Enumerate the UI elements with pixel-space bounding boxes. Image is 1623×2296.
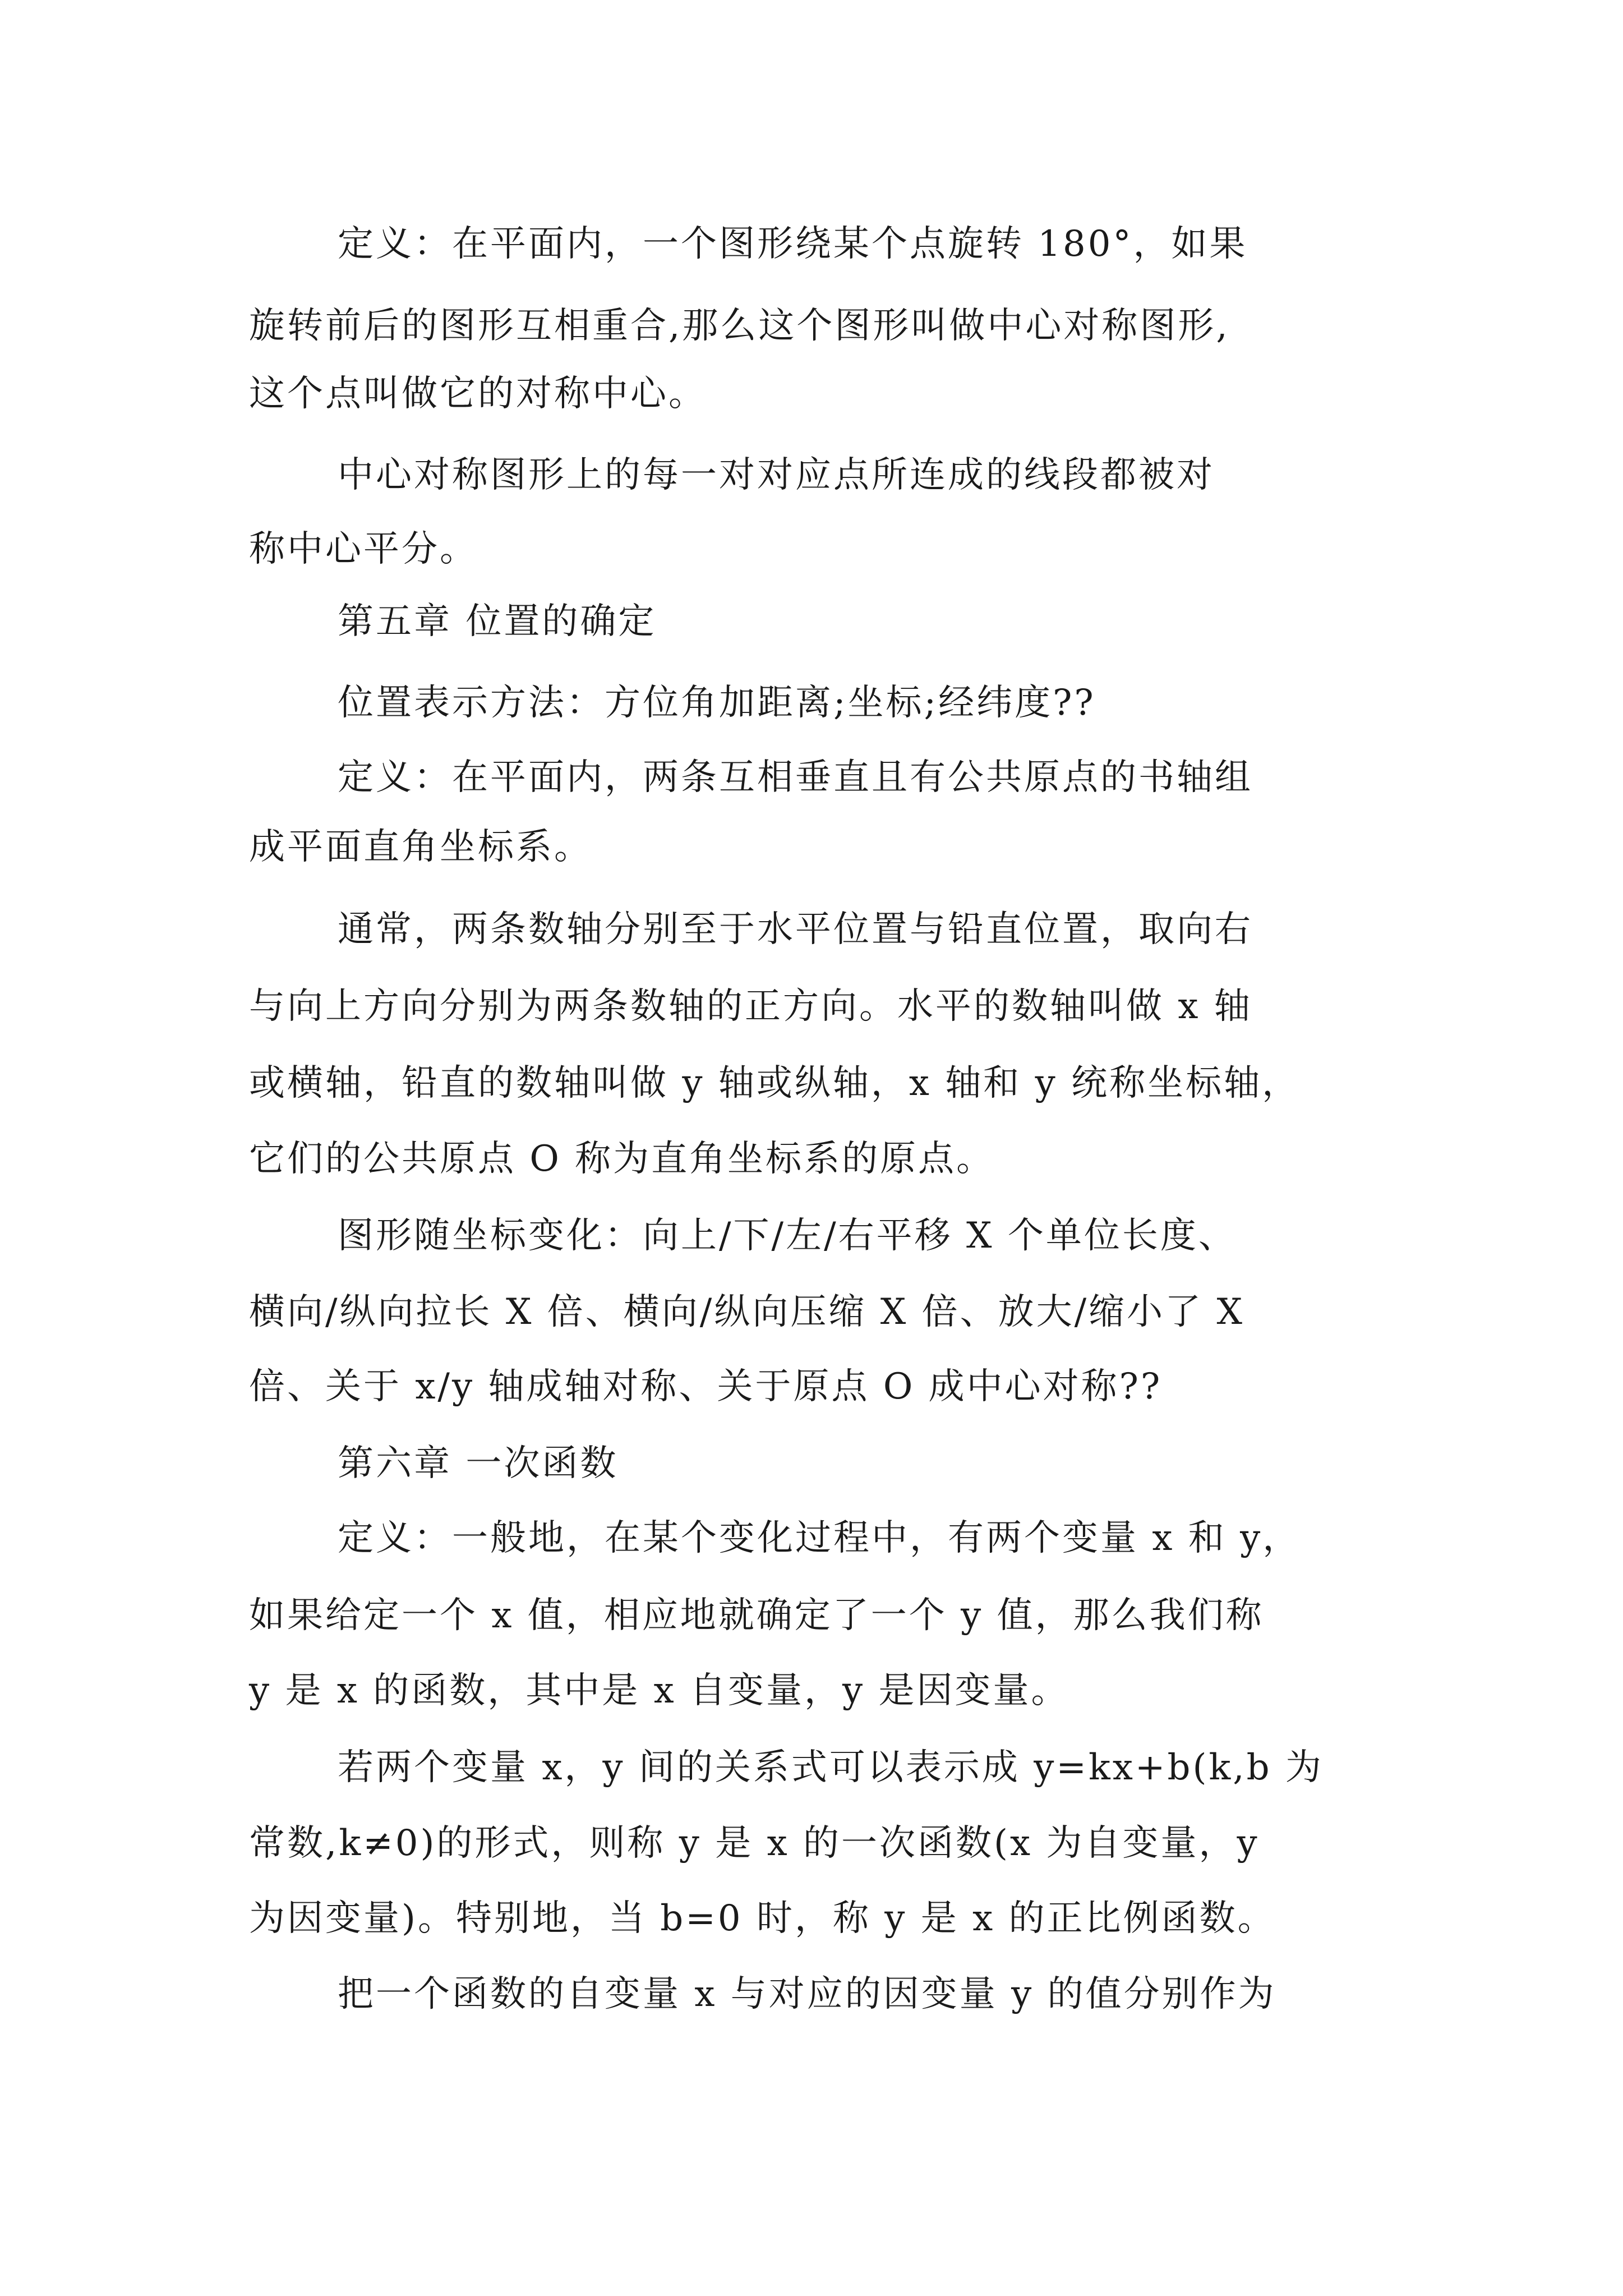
chapter-heading: 第六章 一次函数 [338, 1443, 619, 1484]
text-line: 定义：一般地，在某个变化过程中，有两个变量 x 和 y， [338, 1517, 1301, 1559]
text-line: 旋转前后的图形互相重合,那么这个图形叫做中心对称图形, [249, 305, 1230, 347]
chapter-heading: 第五章 位置的确定 [338, 601, 657, 642]
text-line: 倍、关于 x/y 轴成轴对称、关于原点 O 成中心对称?? [249, 1366, 1163, 1407]
text-line: 如果给定一个 x 值，相应地就确定了一个 y 值，那么我们称 [249, 1595, 1264, 1636]
text-line: 位置表示方法：方位角加距离;坐标;经纬度?? [338, 682, 1096, 724]
text-line: 若两个变量 x，y 间的关系式可以表示成 y=kx+b(k,b 为 [338, 1747, 1324, 1788]
text-line: 它们的公共原点 O 称为直角坐标系的原点。 [249, 1138, 995, 1180]
text-line: 定义：在平面内，一个图形绕某个点旋转 180°，如果 [338, 223, 1248, 265]
text-line: 或横轴，铅直的数轴叫做 y 轴或纵轴，x 轴和 y 统称坐标轴， [249, 1062, 1301, 1104]
text-line: 这个点叫做它的对称中心。 [249, 373, 707, 415]
text-line: 中心对称图形上的每一对对应点所连成的线段都被对 [338, 454, 1215, 496]
text-line: 为因变量)。特别地，当 b=0 时，称 y 是 x 的正比例函数。 [249, 1898, 1276, 1939]
text-line: 横向/纵向拉长 X 倍、横向/纵向压缩 X 倍、放大/缩小了 X [249, 1291, 1245, 1333]
text-line: 把一个函数的自变量 x 与对应的因变量 y 的值分别作为 [338, 1973, 1276, 2015]
text-line: 通常，两条数轴分别至于水平位置与铅直位置，取向右 [338, 909, 1253, 950]
text-line: 图形随坐标变化：向上/下/左/右平移 X 个单位长度、 [338, 1215, 1237, 1257]
text-line: 常数,k≠0)的形式，则称 y 是 x 的一次函数(x 为自变量，y [249, 1823, 1260, 1864]
text-line: 称中心平分。 [249, 528, 478, 570]
text-line: 成平面直角坐标系。 [249, 826, 592, 868]
text-line: y 是 x 的函数，其中是 x 自变量，y 是因变量。 [249, 1670, 1069, 1711]
text-line: 定义：在平面内，两条互相垂直且有公共原点的书轴组 [338, 757, 1253, 798]
text-line: 与向上方向分别为两条数轴的正方向。水平的数轴叫做 x 轴 [249, 986, 1252, 1027]
